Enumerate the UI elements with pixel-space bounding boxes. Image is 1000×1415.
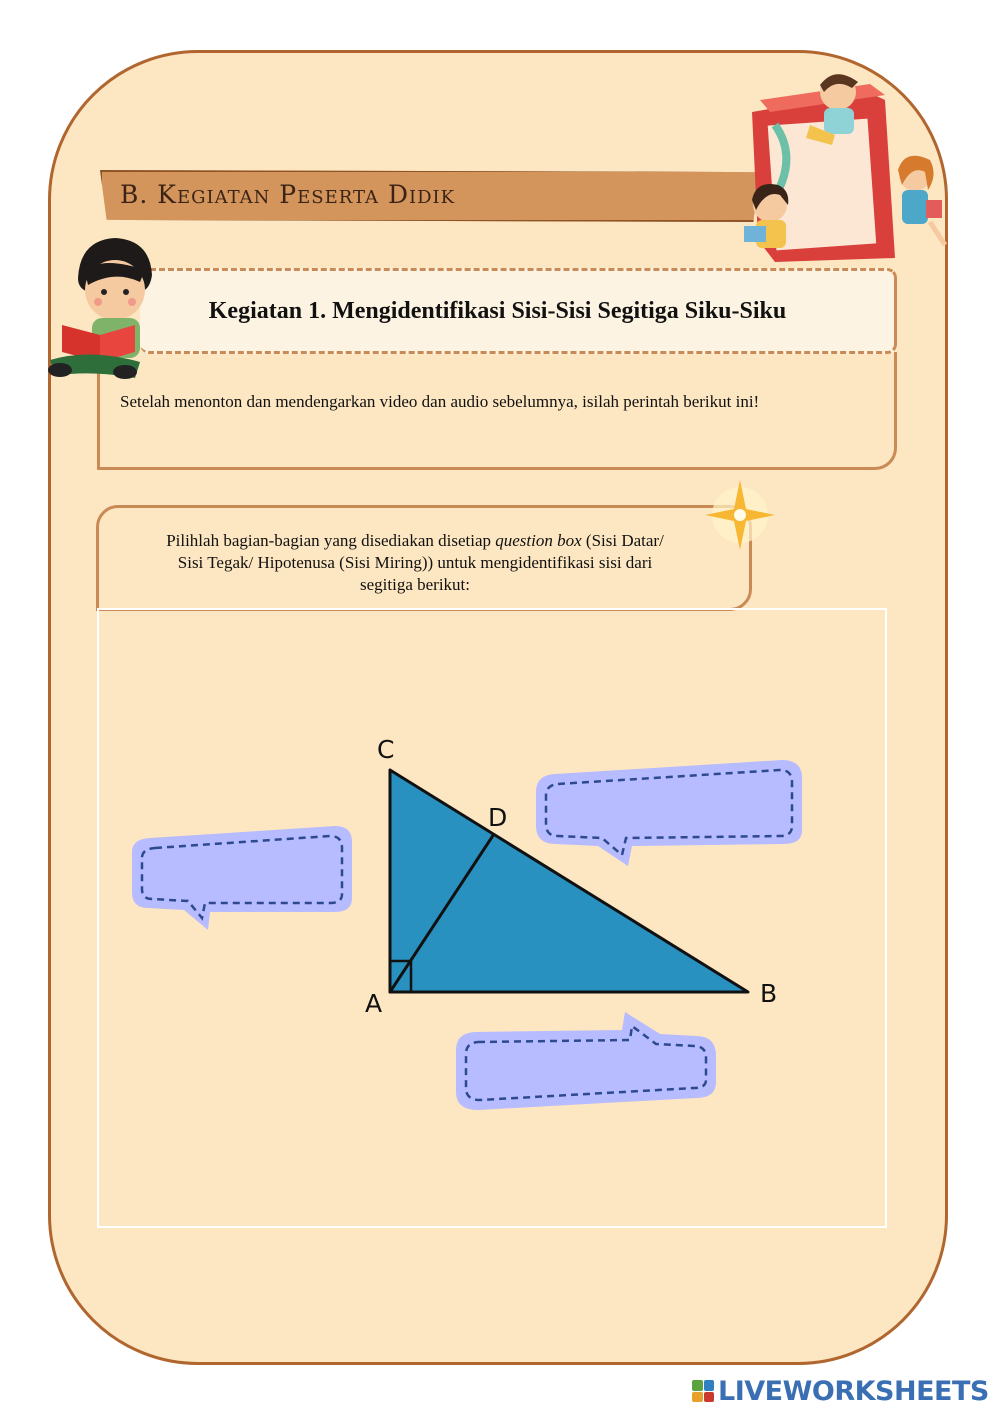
vertex-b-label: B: [760, 979, 778, 1008]
boy-reading-illustration-icon: [48, 238, 152, 379]
answer-box-left[interactable]: [132, 826, 352, 930]
answer-box-bottom[interactable]: [456, 1012, 716, 1110]
instruction-text: Setelah menonton dan mendengarkan video dan audio sebelumnya, isilah perintah berikut ini!: [120, 392, 760, 411]
prompt-line1-after: (Sisi Datar/: [581, 531, 664, 550]
prompt-line3: segitiga berikut:: [359, 575, 470, 594]
vertex-d-label: D: [488, 803, 508, 832]
liveworksheets-watermark[interactable]: [692, 1374, 989, 1408]
kids-with-book-illustration-icon: [744, 74, 945, 262]
activity-title: Kegiatan 1. Mengidentifikasi Sisi-Sisi Segitiga Siku-Siku: [208, 298, 787, 324]
vertex-a-label: A: [365, 989, 383, 1018]
sparkle-icon: [705, 480, 775, 550]
vertex-c-label: C: [377, 735, 395, 764]
section-title: B. Kegiatan Peserta Didik: [120, 180, 456, 209]
prompt-line1-italic: question box: [495, 531, 582, 550]
liveworksheets-logo-icon: [692, 1380, 714, 1402]
watermark-text: LIVEWORKSHEETS: [718, 1375, 989, 1407]
prompt-line2: Sisi Tegak/ Hipotenusa (Sisi Miring)) untuk mengidentifikasi sisi dari: [177, 553, 653, 572]
prompt-line1-before: Pilihlah bagian-bagian yang disediakan disetiap: [166, 531, 496, 550]
answer-box-top-right[interactable]: [536, 760, 802, 866]
